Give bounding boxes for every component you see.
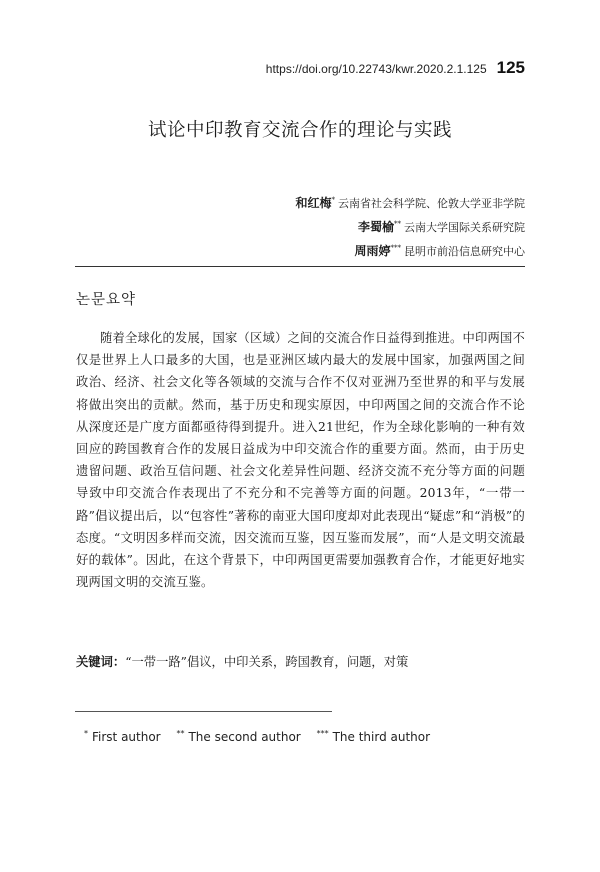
paper-title: 试论中印教育交流合作的理论与实践 xyxy=(147,120,452,141)
keywords-label: 关键词： xyxy=(76,655,126,669)
doi-link[interactable]: https://doi.org/10.22743/kwr.2020.2.1.125 xyxy=(265,62,487,76)
author-footnote-mark: ** xyxy=(394,219,401,228)
footnote-item xyxy=(317,730,430,744)
abstract-heading: 논문요약 xyxy=(76,292,137,308)
footnote-text: First author xyxy=(92,730,161,744)
author-footnote-mark: *** xyxy=(390,243,401,252)
section-divider xyxy=(75,266,525,267)
footnotes xyxy=(84,729,442,744)
abstract-body: 随着全球化的发展，国家（区域）之间的交流合作日益得到推进。中印两国不仅是世界上人口最多的大国，也是亚洲区域内最大的发展中国家，加强两国之间政治、经济、社会文化等各领域的交流与合作不仅对亚洲乃至世界的和平与发展将做出突出的贡献。然而，基于历史和现实原因，中印两国之间的交流合作不论从深度还是广度方面都亟待得到提升。进入21世纪，作为全球化影响的一种有效回应的跨国教育合作的发展日益成为中印交流合作的重要方面。然而，由于历史遗留问题、政治互信问题、社会文化差异性问题、经济交流不充分等方面的问题导致中印交流合作表现出了不充分和不完善等方面的问题。2013年，“一带一路”倡议提出后，以“包容性”著称的南亚大国印度却对此表现出“疑虑”和“消极”的态度。“文明因多样而交流，因交流而互鉴，因互鉴而发展”，而“人是文明交流最好的载体”。因此，在这个背景下，中印两国更需要加强教育合作，才能更好地实现两国文明的交流互鉴。 xyxy=(76,331,525,590)
footnote-mark: *** xyxy=(316,729,329,738)
author-block xyxy=(295,190,525,261)
footnote-divider xyxy=(75,711,332,712)
author-line xyxy=(295,238,525,262)
page-number: 125 xyxy=(496,58,525,77)
author-name: 李蜀榆 xyxy=(357,219,394,234)
footnote-mark: * xyxy=(84,729,88,738)
author-footnote-mark: * xyxy=(331,196,335,204)
author-affiliation: 云南省社会科学院、伦敦大学亚非学院 xyxy=(338,196,525,210)
author-affiliation: 云南大学国际关系研究院 xyxy=(404,220,525,234)
keywords-text: “一带一路”倡议，中印关系，跨国教育，问题，对策 xyxy=(125,655,409,669)
author-name: 和红梅 xyxy=(295,195,332,210)
keywords-line xyxy=(76,652,525,672)
author-name: 周雨婷 xyxy=(354,243,391,258)
author-affiliation: 昆明市前沿信息研究中心 xyxy=(404,244,525,258)
author-line xyxy=(295,214,525,238)
footnote-item xyxy=(84,730,161,744)
footnote-mark: ** xyxy=(176,729,185,738)
author-line xyxy=(295,190,525,214)
footnote-text: The third author xyxy=(332,730,431,744)
footnote-text: The second author xyxy=(188,730,301,744)
footnote-item xyxy=(176,730,300,744)
running-header xyxy=(266,58,525,78)
